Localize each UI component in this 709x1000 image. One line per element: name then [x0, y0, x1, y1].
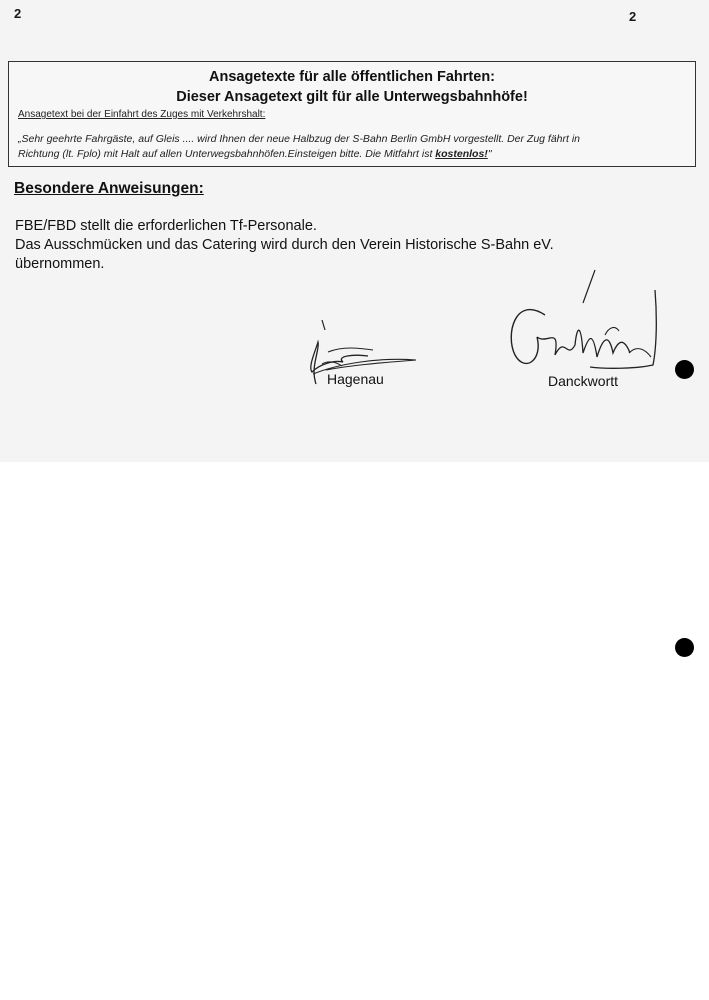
announcement-text-end: ": [487, 148, 492, 160]
announcement-title-1: Ansagetexte für alle öffentlichen Fahrten:: [208, 69, 496, 85]
instructions-body: [15, 217, 554, 274]
signature-name-danckwortt: Danckwortt: [548, 373, 619, 389]
instructions-heading: Besondere Anweisungen:: [14, 180, 204, 197]
page-number-right: 2: [629, 9, 637, 24]
announcement-title-2: Dieser Ansagetext gilt für alle Unterwegsbahnhöfe!: [176, 89, 528, 105]
signature-name-hagenau: Hagenau: [327, 371, 384, 387]
instructions-line-3: übernommen.: [15, 256, 105, 272]
announcement-text-line-1: „Sehr geehrte Fahrgäste, auf Gleis .... wird Ihnen der neue Halbzug der S-Bahn Berlin GmbH vorgestellt. Der Zug fährt in: [18, 133, 581, 145]
announcement-text-line-2: [18, 147, 686, 162]
announcement-text: [18, 132, 686, 162]
page-number-left: 2: [14, 6, 22, 21]
announcement-emphasis: kostenlos!: [435, 148, 488, 160]
punch-hole-mark: [675, 638, 694, 657]
instructions-line-1: FBE/FBD stellt die erforderlichen Tf-Personale.: [15, 218, 317, 234]
punch-hole-mark: [675, 360, 694, 379]
signature-danckwortt: [505, 265, 665, 380]
announcement-box: [8, 61, 696, 167]
instructions-line-2: Das Ausschmücken und das Catering wird durch den Verein Historische S-Bahn eV.: [15, 237, 554, 253]
announcement-text-line-2-start: Richtung (lt. Fplo) mit Halt auf allen Unterwegsbahnhöfen.Einsteigen bitte. Die Mitfahrt ist: [18, 148, 436, 160]
announcement-subheading: Ansagetext bei der Einfahrt des Zuges mit Verkehrshalt:: [18, 109, 266, 120]
